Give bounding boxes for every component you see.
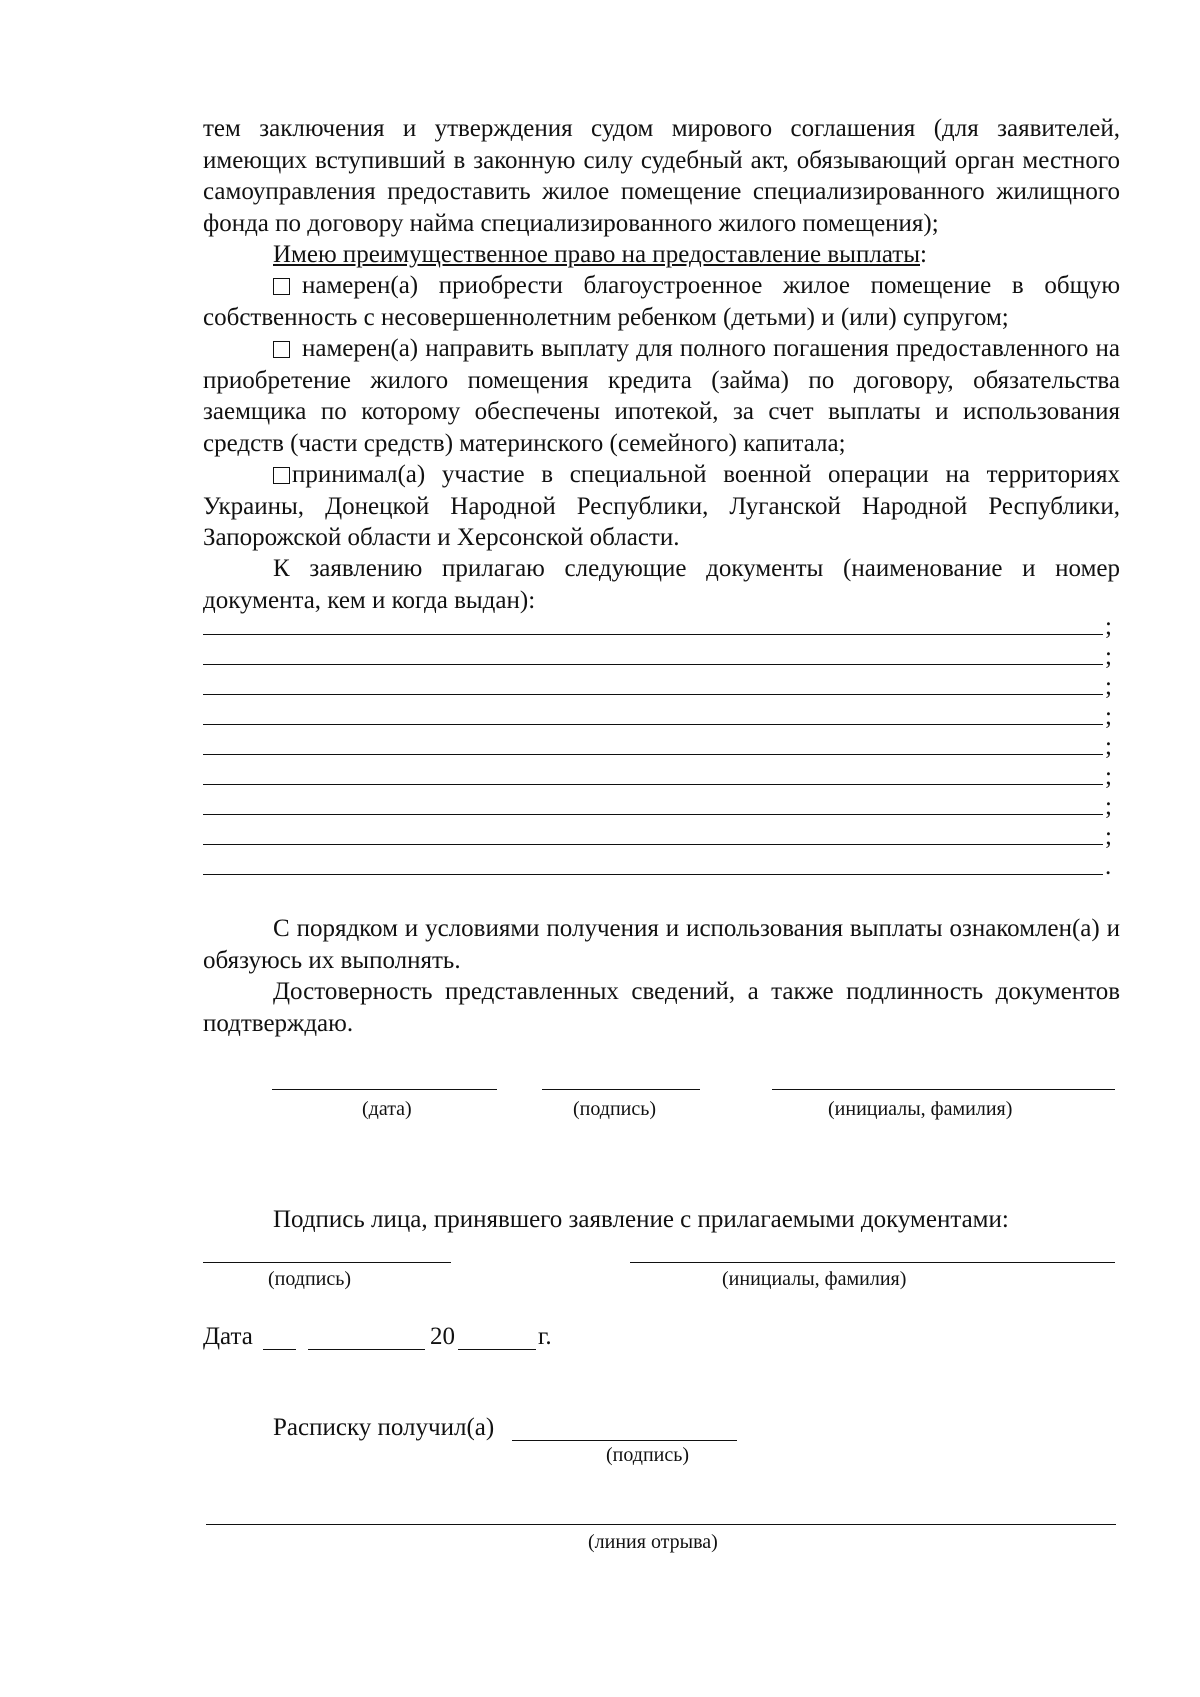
option-item-3 [203,459,1120,554]
document-entry-ending-2: ; [1105,643,1112,670]
signature-field-line[interactable] [542,1089,700,1090]
intro-paragraph: тем заключения и утверждения судом мирового соглашения (для заявителей, имеющих вступивший в законную силу судебный акт, обязывающий орган местного самоуправления предоставить жилое помещение специализированного жилищного фонда по договору найма специализированного жилого помещения); [203,115,1120,237]
option-2-checkbox[interactable] [273,341,290,358]
option-item-2 [203,333,1120,459]
accepter-initials-caption: (инициалы, фамилия) [722,1268,907,1290]
option-1-checkbox[interactable] [273,278,290,295]
document-entry-line-9[interactable] [203,874,1103,875]
document-entry-line-7[interactable] [203,814,1103,815]
document-entry-ending-1: ; [1105,613,1112,640]
document-entry-line-5[interactable] [203,754,1103,755]
confirm-paragraph: Достоверность представленных сведений, а также подлинность документов подтверждаю. [203,978,1120,1037]
document-entry-line-3[interactable] [203,694,1103,695]
date-suffix: г. [538,1323,552,1350]
document-entry-ending-6: ; [1105,763,1112,790]
accepter-heading: Подпись лица, принявшего заявление с прилагаемыми документами: [273,1206,1009,1233]
initials-field-line[interactable] [772,1089,1115,1090]
date-century: 20 [430,1323,455,1350]
signature-caption: (подпись) [573,1098,657,1120]
document-entry-line-1[interactable] [203,634,1103,635]
option-item-1 [203,270,1120,333]
receipt-label: Расписку получил(а) [273,1414,495,1441]
accepter-signature-line[interactable] [203,1262,451,1263]
document-entry-line-4[interactable] [203,724,1103,725]
option-2-label: намерен(а) направить выплату для полного погашения предоставленного на приобретение жилого помещения кредита (займа) по договору, обязательства заемщика по которому обеспечены ипотекой, за счет выплаты и использования средств (части средств) материнского (семейного) капитала; [203,335,1120,457]
document-entry-line-2[interactable] [203,664,1103,665]
document-entry-ending-3: ; [1105,673,1112,700]
priority-heading-colon: : [920,241,927,268]
document-entry-ending-7: ; [1105,793,1112,820]
priority-heading-text: Имею преимущественное право на предоставление выплаты [273,241,920,268]
date-field-line[interactable] [272,1089,497,1090]
tear-line [206,1524,1116,1525]
date-day-line[interactable] [263,1349,296,1350]
acknowledge-paragraph: С порядком и условиями получения и использования выплаты ознакомлен(а) и обязуюсь их выполнять. [203,915,1120,974]
date-caption: (дата) [362,1098,412,1120]
priority-heading [203,239,1120,271]
date-year-line[interactable] [458,1349,536,1350]
tear-line-caption: (линия отрыва) [588,1531,718,1553]
document-entry-ending-5: ; [1105,733,1112,760]
receipt-signature-line[interactable] [512,1440,737,1441]
option-1-label: намерен(а) приобрести благоустроенное жилое помещение в общую собственность с несовершеннолетним ребенком (детьми) и (или) супругом; [203,272,1120,331]
document-entry-line-8[interactable] [203,844,1103,845]
accepter-initials-line[interactable] [630,1262,1115,1263]
document-entry-ending-9: . [1105,853,1112,880]
accepter-signature-caption: (подпись) [268,1268,352,1290]
document-entry-line-6[interactable] [203,784,1103,785]
document-entry-ending-8: ; [1105,823,1112,850]
date-month-line[interactable] [308,1349,425,1350]
date-label: Дата [203,1323,253,1350]
attachments-intro: К заявлению прилагаю следующие документы (наименование и номер документа, кем и когда выдан): [203,555,1120,614]
document-entry-ending-4: ; [1105,703,1112,730]
initials-caption: (инициалы, фамилия) [828,1098,1013,1120]
option-3-checkbox[interactable] [273,467,290,484]
option-3-label: принимал(а) участие в специальной военной операции на территориях Украины, Донецкой Народной Республики, Луганской Народной Республики, Запорожской области и Херсонской области. [203,461,1120,551]
receipt-signature-caption: (подпись) [606,1444,690,1466]
